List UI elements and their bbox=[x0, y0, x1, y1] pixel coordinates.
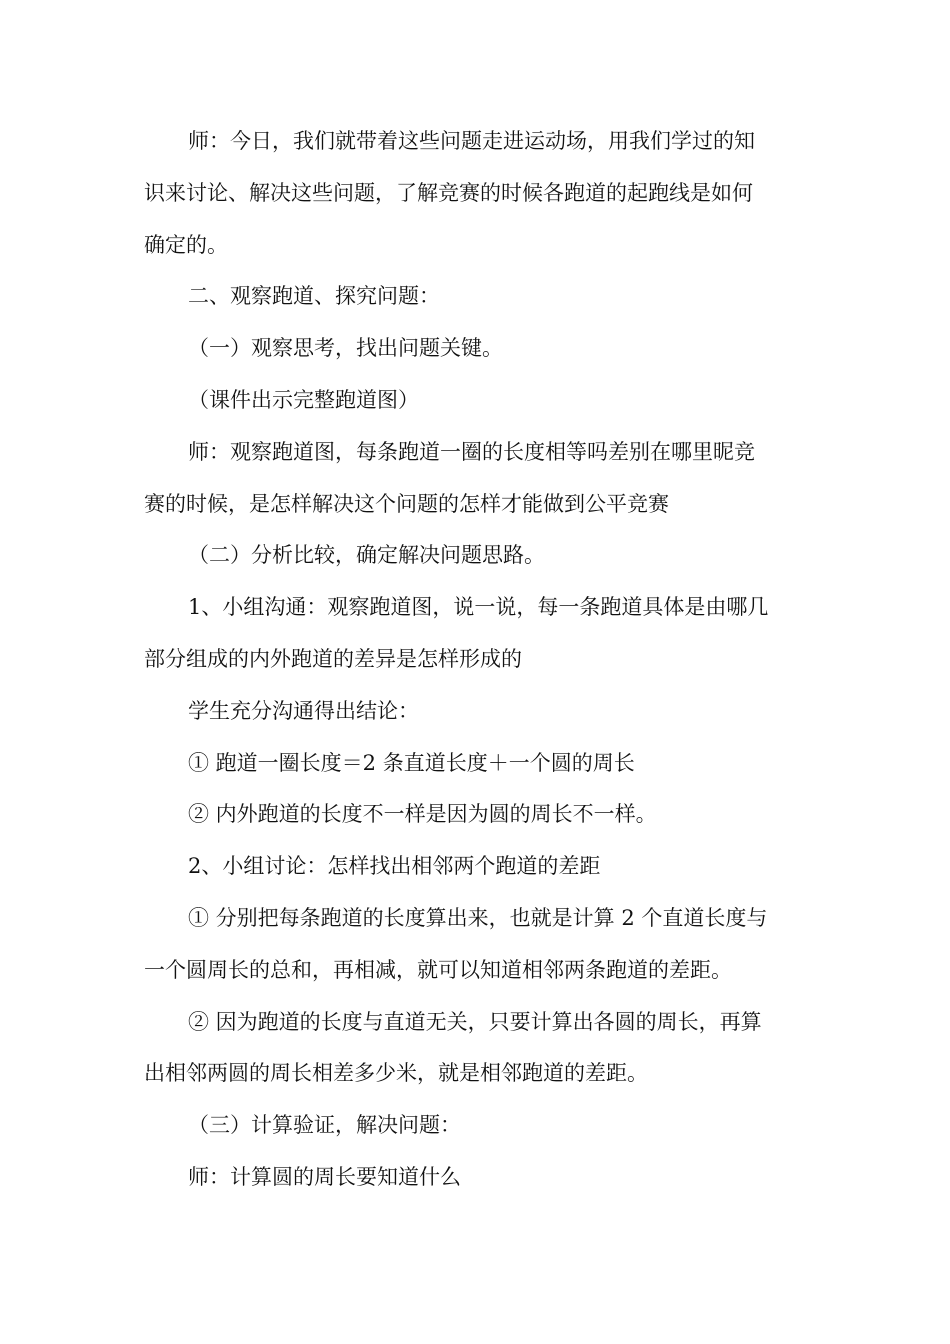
text-line: 学生充分沟通得出结论： bbox=[188, 698, 419, 723]
paragraph-teacher-final bbox=[144, 1152, 804, 1204]
text-line: （课件出示完整跑道图） bbox=[188, 387, 419, 412]
list-item-conclusion-1 bbox=[144, 738, 804, 790]
text-line: ① 分别把每条跑道的长度算出来，也就是计算 2 个直道长度与 bbox=[188, 905, 768, 930]
courseware-note bbox=[144, 375, 804, 427]
text-line: 2、小组讨论：怎样找出相邻两个跑道的差距 bbox=[188, 854, 601, 879]
text-line: 出相邻两圆的周长相差多少米，就是相邻跑道的差距。 bbox=[144, 1061, 648, 1086]
paragraph-teacher-question bbox=[144, 427, 804, 531]
text-line: 师：观察跑道图，每条跑道一圈的长度相等吗差别在哪里昵竞 bbox=[188, 439, 755, 464]
text-line: 师：计算圆的周长要知道什么 bbox=[188, 1164, 461, 1189]
text-line: 二、观察跑道、探究问题： bbox=[188, 284, 440, 309]
subheading-one bbox=[144, 323, 804, 375]
section-heading-two bbox=[144, 271, 804, 323]
text-line: ② 内外跑道的长度不一样是因为圆的周长不一样。 bbox=[188, 802, 657, 827]
paragraph-conclusion-intro bbox=[144, 686, 804, 738]
text-line: （二）分析比较，确定解决问题思路。 bbox=[188, 543, 545, 568]
text-line: 确定的。 bbox=[144, 232, 228, 257]
list-item-conclusion-2 bbox=[144, 789, 804, 841]
paragraph-group-communication bbox=[144, 582, 804, 686]
text-line: 识来讨论、解决这些问题，了解竞赛的时候各跑道的起跑线是如何 bbox=[144, 180, 753, 205]
text-line: 师：今日，我们就带着这些问题走进运动场，用我们学过的知 bbox=[188, 129, 755, 153]
text-line: ① 跑道一圈长度＝2 条直道长度＋一个圆的周长 bbox=[188, 750, 635, 775]
paragraph-intro bbox=[144, 116, 804, 271]
text-line: 1、小组沟通：观察跑道图，说一说，每一条跑道具体是由哪几 bbox=[188, 595, 769, 620]
list-item-method-1 bbox=[144, 893, 804, 997]
text-line: （一）观察思考，找出问题关键。 bbox=[188, 336, 503, 361]
text-line: 一个圆周长的总和，再相减，就可以知道相邻两条跑道的差距。 bbox=[144, 957, 732, 982]
subheading-two bbox=[144, 530, 804, 582]
subheading-three bbox=[144, 1100, 804, 1152]
text-line: 部分组成的内外跑道的差异是怎样形成的 bbox=[144, 646, 522, 671]
paragraph-group-discussion bbox=[144, 841, 804, 893]
text-line: ② 因为跑道的长度与直道无关，只要计算出各圆的周长，再算 bbox=[188, 1009, 762, 1034]
document-body bbox=[144, 116, 804, 1204]
list-item-method-2 bbox=[144, 997, 804, 1101]
text-line: 赛的时候，是怎样解决这个问题的怎样才能做到公平竞赛 bbox=[144, 491, 669, 516]
text-line: （三）计算验证，解决问题： bbox=[188, 1113, 461, 1138]
